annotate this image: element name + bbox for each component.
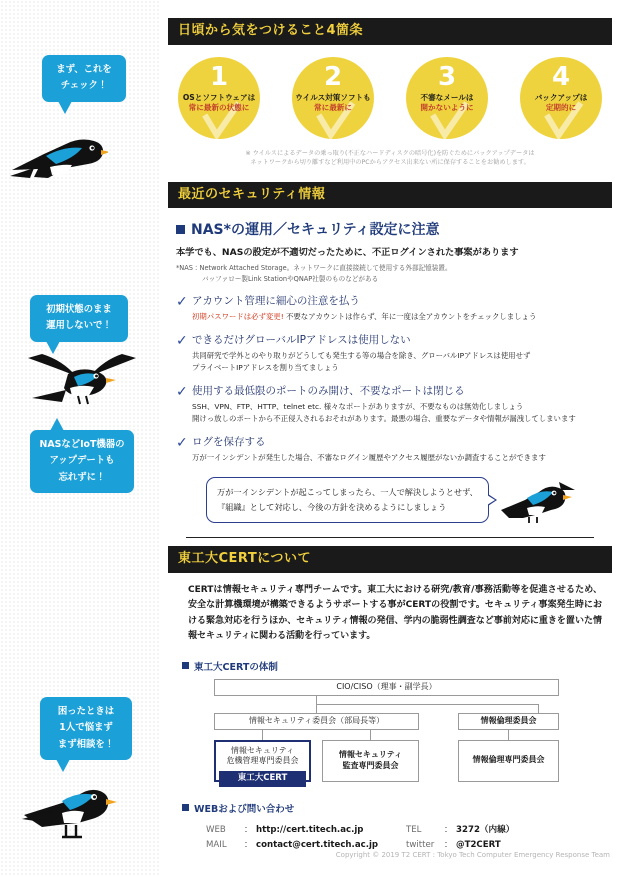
callout-3-tail [50,418,64,431]
contact-web-label: WEB [206,824,226,835]
incident-advice-line2: 『組織』として対応し、今後の方針を決めるようにしましょう [217,502,447,513]
rule-2-number: 2 [323,61,343,92]
callout-3-line1: NASなどIoT機器の [39,439,125,450]
org-box-ethics-committee: 情報倫理委員会 [458,713,559,730]
callout-3-line2: アップデートも [49,455,115,467]
bird-illustration-4 [499,476,577,524]
check-3-title: 使用する最低限のポートのみ開け、不要なポートは閉じる [192,385,465,398]
contact-row-web [206,823,406,838]
callout-4-line2: 1人で悩まず [59,722,113,734]
callout-1-tail [58,101,72,114]
org-chart [194,679,604,784]
check-2-title: できるだけグローバルIPアドレスは使用しない [192,334,411,347]
rule-1-number: 1 [209,61,229,92]
org-connector [316,704,538,705]
contact-heading-text: WEBおよび問い合わせ [194,803,295,815]
callout-1-line1: まず、これを [56,64,112,75]
check-4-desc [192,452,604,464]
daily-footnote-line2: ネットワークから切り離すなど利用中のPCからアクセス出来ない所に保存することをお勧めします。 [250,159,530,167]
callout-4-line3: まず相談を！ [57,738,115,750]
org-connector [262,730,263,740]
callout-3-line3: 忘れずに！ [58,471,106,483]
org-chart-heading [182,659,620,673]
check-2-desc-line1: 共同研究で学外とのやり取りがどうしても発生する等の場合を除き、グローバルIPアドレスは使用せず [192,351,531,361]
contact-separator: ： [244,824,253,835]
check-item-1 [176,294,604,323]
contact-mail-value[interactable]: contact@cert.titech.ac.jp [256,839,379,850]
check-2-desc [192,350,604,374]
check-icon: ✓ [176,435,188,452]
callout-4-tail [56,759,70,772]
contact-block [206,823,620,853]
callout-2-line2: 運用しないで！ [46,320,112,332]
rule-2-line2: 常に最新に [314,102,352,112]
check-icon: ✓ [176,294,188,311]
callout-2-line1: 初期状態のまま [46,304,112,315]
callout-1-line2: チェック！ [60,80,108,92]
square-bullet-icon [176,225,185,234]
check-4-desc-line1: 万が一インシデントが発生した場合、不審なログイン履歴やアクセス履歴がないか調査することができます [192,453,546,463]
security-lead: 本学でも、NASの設定が不適切だったために、不正ログインされた事案があります [176,247,519,259]
square-bullet-icon [182,804,189,811]
org-connector [316,704,317,713]
rule-3-line1: 不審なメールは [420,92,474,102]
contact-twitter-value[interactable]: @T2CERT [456,839,501,850]
org-audit-line2: 監査専門委員会 [342,760,399,770]
rule-2-line1: ウイルス対策ソフトも [295,92,371,102]
cert-paragraph: CERTは情報セキュリティ専門チームです。東工大における研究/教育/事務活動等を促進させるため、安全な計算機環境が構築できるようサポートする事がCERTの役割です。セキュリティ事案発生時における緊急対応を行うほか、セキュリティ情報の発信、学内の脆弱性調査など事前対応に重きを置いた情報セキュリティに関わる活動を行っています。 [188,584,602,642]
contact-heading [182,801,620,815]
check-item-2 [176,333,604,374]
contact-separator: ： [444,824,453,835]
section-bar-daily: 日頃から気をつけること4箇条 [168,18,612,45]
org-box-cio: CIO/CISO（理事・副学長） [214,679,559,696]
callout-bubble-1 [42,55,126,102]
rule-circle-4 [520,57,602,139]
contact-separator: ： [244,839,253,850]
org-connector [316,696,317,704]
check-3-desc-line2: 開けっ放しのポートから不正侵入されるおそれがあります。最悪の場合、重要なデータや情報が漏洩してしまいます [192,414,576,424]
check-2-desc-line2: プライベートIPアドレスを割り当てましょう [192,363,339,373]
check-3-desc [192,401,604,425]
rule-3-line2: 開かないように [420,102,474,112]
check-4-title: ログを保存する [192,436,266,449]
rule-circle-1 [178,57,260,139]
check-item-4 [176,435,604,464]
contact-tel-label: TEL [406,824,422,835]
daily-footnote [160,139,620,168]
rule-circle-3 [406,57,488,139]
check-icon: ✓ [176,384,188,401]
org-audit-line1: 情報セキュリティ [338,749,403,759]
org-cert-line2: 危機管理専門委員会 [226,756,299,766]
org-box-audit-committee [322,740,419,782]
security-heading-text: NAS*の運用／セキュリティ設定に注意 [191,222,440,239]
incident-advice-line1: 万が一インシデントが起こってしまったら、一人で解決しようとせず、 [217,486,478,497]
security-note-line2: バッファロー製Link StationやQNAP社製のものなどがある [202,274,379,283]
org-cert-line1: 情報セキュリティ [230,745,295,755]
bird-illustration-2 [22,350,142,410]
check-1-title: アカウント管理に細心の注意を払う [192,295,360,308]
daily-footnote-line1: ※ ウイルスによるデータの乗っ取り(不正なハードディスクの暗号化)を防ぐためにバックアップデータは [245,149,535,157]
section-bar-cert: 東工大CERTについて [168,546,612,573]
contact-mail-label: MAIL [206,839,227,850]
check-1-desc [192,311,604,323]
rule-1-line1: OSとソフトウェアは [182,92,256,102]
bird-illustration-3 [22,775,132,845]
incident-advice-bubble [206,477,489,523]
callout-bubble-3 [30,430,134,493]
check-item-3 [176,384,604,425]
security-heading [176,219,604,239]
bird-illustration-1 [8,120,108,182]
callout-4-line1: 困ったときは [57,706,115,717]
callout-bubble-2 [30,295,128,342]
security-note [176,263,604,284]
org-box-ethics-subcommittee: 情報倫理専門委員会 [458,740,559,782]
contact-tel-value: 3272（内線） [456,824,515,835]
org-connector [508,730,509,740]
org-chart-heading-text: 東工大CERTの体制 [194,661,278,673]
contact-row-tel [406,823,514,838]
check-3-desc-line1: SSH、VPN、FTP、HTTP、telnet etc. 様々なポートがありますが、不要なものは無効化しましょう [192,402,524,412]
check-icon: ✓ [176,333,188,350]
daily-rules-circles [160,45,620,139]
rule-4-number: 4 [551,61,571,92]
rule-circle-2 [292,57,374,139]
org-connector [370,730,371,740]
security-note-line1: *NAS：Network Attached Storage。ネットワークに直接接続して使用する外部記憶装置。 [176,264,452,273]
contact-twitter-label: twitter [406,839,435,850]
section-bar-security: 最近のセキュリティ情報 [168,182,612,209]
org-cert-badge: 東工大CERT [219,771,306,786]
rule-3-number: 3 [437,61,457,92]
rule-1-line2: 常に最新の状態に [188,102,250,112]
check-1-desc-rest: 不要なアカウントは作らず、年に一度は全アカウントをチェックしましょう [286,312,537,322]
incident-advice-row [206,476,604,524]
org-box-cert-highlight [214,740,311,782]
rule-4-line1: バックアップは [534,92,588,102]
org-box-security-committee: 情報セキュリティ委員会（部局長等） [214,713,419,730]
square-bullet-icon [182,662,189,669]
callout-bubble-4 [40,697,132,760]
contact-separator: ： [444,839,453,850]
rule-4-line2: 定期的に [545,102,577,112]
document-body [160,0,620,877]
contact-web-value[interactable]: http://cert.titech.ac.jp [256,824,364,835]
left-decorative-rail [0,0,160,877]
org-connector [538,704,539,713]
check-1-desc-red: 初期パスワードは必ず変更! [192,312,284,322]
copyright-text: Copyright © 2019 T2 CERT : Tokyo Tech Computer Emergency Response Team [335,851,610,859]
security-content [160,219,620,538]
